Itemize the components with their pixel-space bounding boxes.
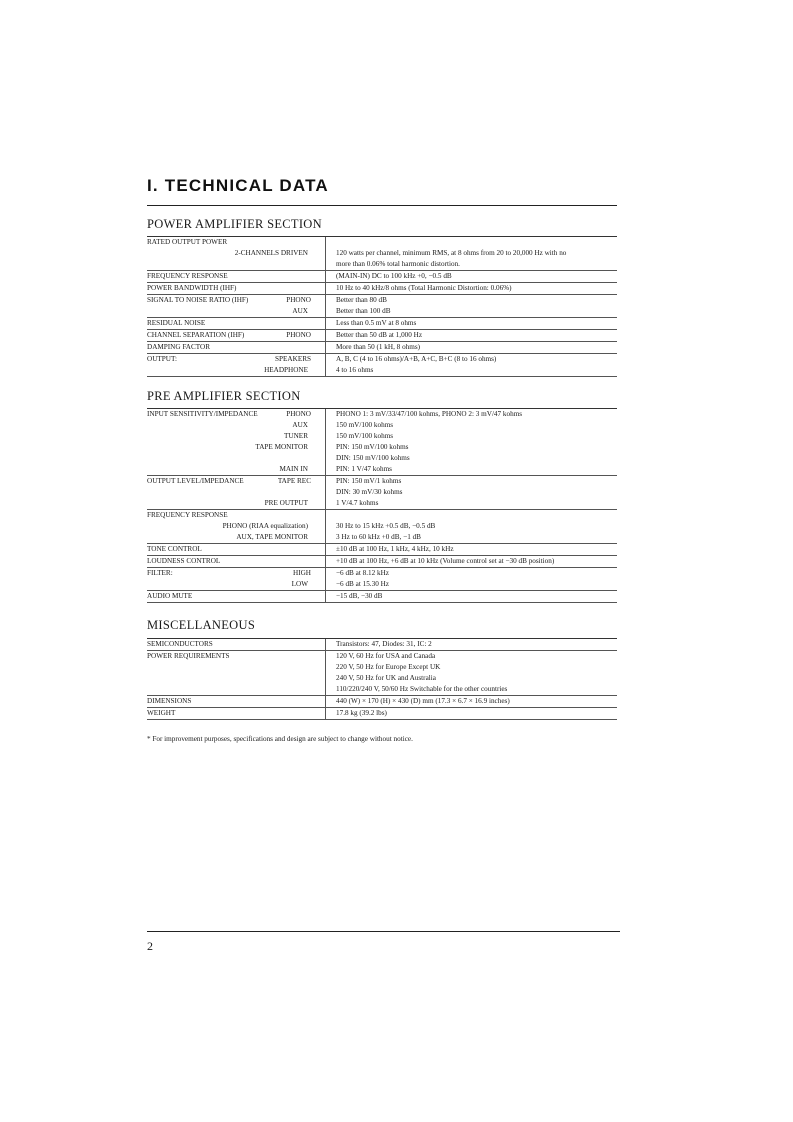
spec-row-dimensions [147,696,617,708]
spec-label: WEIGHT [147,709,176,717]
spec-label: AUDIO MUTE [147,592,193,600]
spec-value: 150 mV/100 kohms [336,421,394,429]
spec-value: PIN: 150 mV/100 kohms [336,443,409,451]
spec-value: −15 dB, −30 dB [325,591,617,602]
spec-label: DIMENSIONS [147,697,192,705]
spec-sublabel: PHONO (RIAA equalization) [222,522,308,530]
spec-value: PHONO 1: 3 mV/33/47/100 kohms, PHONO 2: 3 mV/47 kohms [336,410,523,418]
spec-row-channel-separation [147,330,617,342]
spec-label: OUTPUT: [147,355,177,363]
spec-value: 120 watts per channel, minimum RMS, at 8 ohms from 20 to 20,000 Hz with no [336,249,567,257]
spec-label: RESIDUAL NOISE [147,319,206,327]
spec-sublabel: PHONO [286,296,311,304]
spec-value: Better than 100 dB [336,307,391,315]
spec-label: FILTER: [147,569,173,577]
spec-row-power-bandwidth [147,283,617,295]
spec-label: CHANNEL SEPARATION (IHF) [147,331,245,339]
spec-row-filter [147,568,617,591]
spec-value: 1 V/4.7 kohms [336,499,379,507]
spec-value: −6 dB at 15.30 Hz [336,580,389,588]
spec-label: SEMICONDUCTORS [147,640,213,648]
page-title: I. TECHNICAL DATA [147,176,329,195]
spec-row-semiconductors [147,639,617,651]
spec-value: Transistors: 47, Diodes: 31, IC: 2 [325,639,617,650]
spec-sublabel: PHONO [286,410,311,418]
spec-sublabel: TAPE REC [277,477,311,485]
spec-sublabel: PRE OUTPUT [264,499,308,507]
power-amp-table [147,236,617,377]
spec-value: Less than 0.5 mV at 8 ohms [325,318,617,329]
spec-value: 440 (W) × 170 (H) × 430 (D) mm (17.3 × 6.7 × 16.9 inches) [325,696,617,707]
spec-row-residual-noise [147,318,617,330]
spec-label: POWER REQUIREMENTS [147,652,230,660]
spec-sublabel: HEADPHONE [264,366,308,374]
spec-value: 110/220/240 V, 50/60 Hz Switchable for the other countries [336,685,508,693]
pre-amp-heading: PRE AMPLIFIER SECTION [147,389,301,403]
spec-value: 17.8 kg (39.2 lbs) [325,708,617,719]
spec-row-weight [147,708,617,720]
spec-value: DIN: 150 mV/100 kohms [336,454,410,462]
spec-row-frequency-response [147,510,617,544]
spec-value: (MAIN-IN) DC to 100 kHz +0, −0.5 dB [325,271,617,282]
spec-value: −6 dB at 8.12 kHz [336,569,389,577]
spec-row-snr [147,295,617,318]
spec-value: more than 0.06% total harmonic distortion. [336,260,460,268]
spec-label: FREQUENCY RESPONSE [147,511,228,519]
spec-row-power-requirements [147,651,617,696]
spec-row-input-sensitivity [147,409,617,476]
spec-sublabel: TUNER [284,432,308,440]
spec-value: 30 Hz to 15 kHz +0.5 dB, −0.5 dB [336,522,436,530]
spec-value: 240 V, 50 Hz for UK and Australia [336,674,436,682]
spec-value: +10 dB at 100 Hz, +6 dB at 10 kHz (Volume control set at −30 dB position) [325,556,617,567]
page-number: 2 [147,939,153,953]
spec-row-loudness-control [147,556,617,568]
spec-sublabel: AUX [292,307,308,315]
spec-value: More than 50 (1 kH, 8 ohms) [325,342,617,353]
spec-label: TONE CONTROL [147,545,202,553]
misc-table [147,638,617,720]
spec-row-damping-factor [147,342,617,354]
spec-value: 4 to 16 ohms [336,366,374,374]
spec-sublabel: PHONO [286,331,311,339]
spec-sublabel: AUX [292,421,308,429]
spec-row-audio-mute [147,591,617,603]
spec-value: 150 mV/100 kohms [336,432,394,440]
footnote: * For improvement purposes, specifications and design are subject to change without notice. [147,735,413,743]
spec-label: LOUDNESS CONTROL [147,557,221,565]
spec-value: 3 Hz to 60 kHz +0 dB, −1 dB [336,533,421,541]
spec-label: POWER BANDWIDTH (IHF) [147,284,237,292]
spec-row-tone-control [147,544,617,556]
spec-sublabel: MAIN IN [279,465,308,473]
spec-row-rated-output [147,237,617,271]
spec-row-frequency-response [147,271,617,283]
spec-value: 220 V, 50 Hz for Europe Except UK [336,663,441,671]
spec-value: Better than 80 dB [336,296,387,304]
spec-value: DIN: 30 mV/30 kohms [336,488,403,496]
spec-value: 120 V, 60 Hz for USA and Canada [336,652,436,660]
spec-value: 10 Hz to 40 kHz/8 ohms (Total Harmonic Distortion: 0.06%) [325,283,617,294]
spec-sublabel: SPEAKERS [275,355,311,363]
spec-sublabel: TAPE MONITOR [255,443,308,451]
misc-heading: MISCELLANEOUS [147,618,256,632]
spec-label: SIGNAL TO NOISE RATIO (IHF) [147,296,249,304]
spec-row-output-level [147,476,617,510]
spec-value: PIN: 150 mV/1 kohms [336,477,402,485]
spec-label: RATED OUTPUT POWER [147,238,228,246]
spec-label: OUTPUT LEVEL/IMPEDANCE [147,477,244,485]
spec-sublabel: AUX, TAPE MONITOR [236,533,308,541]
spec-label: FREQUENCY RESPONSE [147,272,228,280]
spec-label: INPUT SENSITIVITY/IMPEDANCE [147,410,258,418]
footer-rule [147,931,620,932]
spec-row-output [147,354,617,377]
power-amp-heading: POWER AMPLIFIER SECTION [147,217,322,231]
title-rule [147,205,617,206]
spec-value: Better than 50 dB at 1,000 Hz [325,330,617,341]
spec-value: ±10 dB at 100 Hz, 1 kHz, 4 kHz, 10 kHz [325,544,617,555]
spec-sublabel: LOW [291,580,308,588]
spec-value: PIN: 1 V/47 kohms [336,465,392,473]
spec-sublabel: 2-CHANNELS DRIVEN [234,249,308,257]
spec-label: DAMPING FACTOR [147,343,211,351]
spec-value: A, B, C (4 to 16 ohms)/A+B, A+C, B+C (8 to 16 ohms) [336,355,497,363]
pre-amp-table [147,408,617,603]
spec-sublabel: HIGH [293,569,311,577]
